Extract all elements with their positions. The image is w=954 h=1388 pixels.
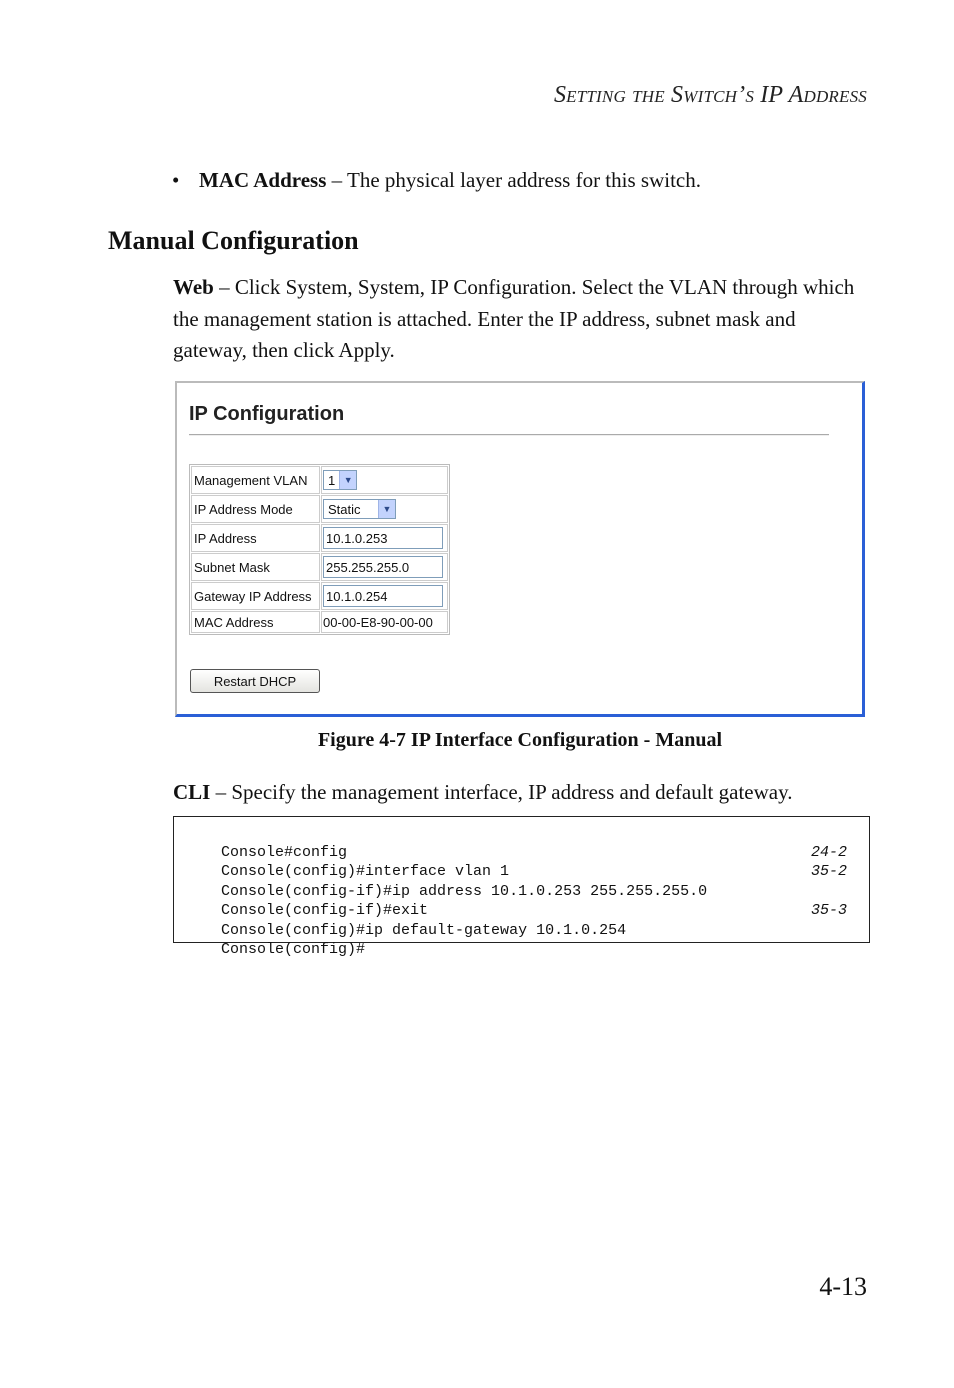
row-mac-address <box>191 611 448 633</box>
mac-address-value: 00-00-E8-90-00-00 <box>321 611 448 633</box>
code-reference: 24-2 <box>810 843 847 861</box>
row-ip-address <box>191 524 448 552</box>
restart-dhcp-button[interactable]: Restart DHCP <box>190 669 320 693</box>
ip-address-mode-label: IP Address Mode <box>191 495 320 523</box>
web-text: – Click System, System, IP Configuration. Select the VLAN through which the management station is attached. Enter the IP address, subnet mask and gateway, then click Apply. <box>173 275 855 362</box>
row-gateway-ip-address <box>191 582 448 610</box>
code-command: Console#config <box>221 843 348 861</box>
ip-address-label: IP Address <box>191 524 320 552</box>
cli-label: CLI <box>173 780 211 804</box>
subnet-mask-label: Subnet Mask <box>191 553 320 581</box>
code-command: Console(config)# <box>221 941 366 958</box>
management-vlan-value: 1 <box>328 472 336 488</box>
row-ip-address-mode <box>191 495 448 523</box>
mac-address-label: MAC Address <box>191 611 320 633</box>
ip-configuration-screenshot <box>175 381 865 717</box>
row-management-vlan <box>191 466 448 494</box>
ip-address-input[interactable] <box>323 527 443 549</box>
code-line <box>185 862 847 900</box>
management-vlan-label: Management VLAN <box>191 466 320 494</box>
page-number: 4-13 <box>819 1272 867 1301</box>
chevron-down-icon: ▼ <box>339 471 356 489</box>
subnet-mask-input[interactable] <box>323 556 443 578</box>
bullet-term: MAC Address <box>199 168 327 192</box>
ip-configuration-table <box>189 464 450 635</box>
row-subnet-mask <box>191 553 448 581</box>
gateway-ip-address-input[interactable] <box>323 585 443 607</box>
web-label: Web <box>173 275 214 299</box>
code-command: Console(config)#interface vlan 1 <box>221 863 510 880</box>
code-command: Console(config)#ip default-gateway 10.1.0.254 <box>221 921 627 939</box>
code-command: Console(config-if)#exit <box>221 902 429 919</box>
title-divider <box>189 434 829 436</box>
section-title: Manual Configuration <box>108 226 359 255</box>
code-command: Console(config-if)#ip address 10.1.0.253 255.255.255.0 <box>221 882 708 900</box>
management-vlan-select[interactable] <box>323 470 357 490</box>
cli-instructions <box>173 780 792 805</box>
cli-code-block <box>173 816 870 958</box>
figure-caption: Figure 4-7 IP Interface Configuration - Manual <box>317 729 723 751</box>
ip-address-mode-value: Static <box>328 501 361 517</box>
ip-address-mode-select[interactable] <box>323 499 396 519</box>
code-line <box>185 901 847 939</box>
gateway-ip-address-label: Gateway IP Address <box>191 582 320 610</box>
running-header: Setting the Switch’s IP Address <box>553 82 867 108</box>
code-reference: 35-2 <box>810 863 847 880</box>
chevron-down-icon: ▼ <box>378 500 395 518</box>
web-instructions <box>173 272 873 367</box>
code-line <box>185 921 847 958</box>
bullet-text: – The physical layer address for this switch. <box>326 168 701 192</box>
code-reference: 35-3 <box>810 902 847 919</box>
cli-text: – Specify the management interface, IP address and default gateway. <box>210 780 793 804</box>
bullet-mac-address <box>172 168 701 193</box>
bullet-marker: • <box>172 168 180 192</box>
ip-configuration-title: IP Configuration <box>189 403 345 425</box>
